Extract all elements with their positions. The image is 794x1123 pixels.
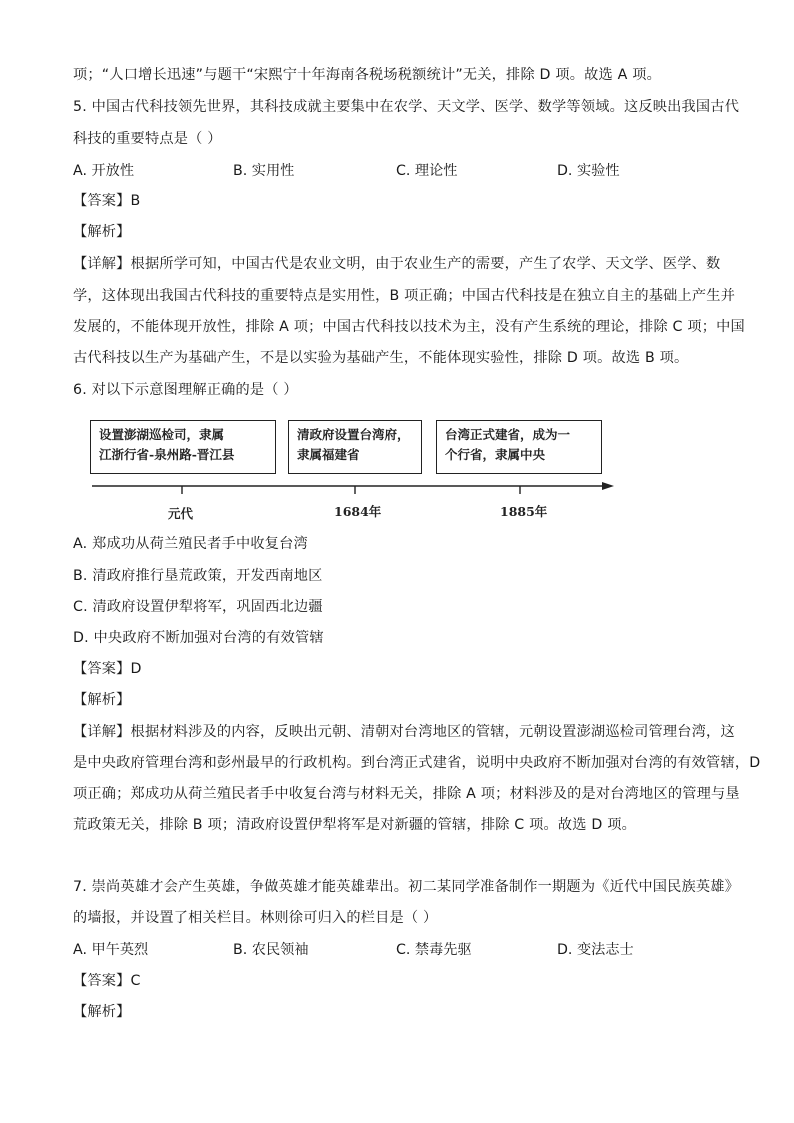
question-5-option-d: D. 实验性 <box>557 163 620 179</box>
question-5-stem-cont: 科技的重要特点是（ ） <box>73 131 222 147</box>
question-7-answer: 【答案】C <box>73 973 141 989</box>
question-6-option-a: A. 郑成功从荷兰殖民者手中收复台湾 <box>73 536 308 552</box>
question-6-option-c: C. 清政府设置伊犁将军，巩固西北边疆 <box>73 599 323 615</box>
timeline-box-text: 隶属福建省 <box>297 447 360 462</box>
question-5-analysis-heading: 【解析】 <box>73 224 131 240</box>
question-7-analysis-heading: 【解析】 <box>73 1004 131 1020</box>
timeline-box-text: 江浙行省-泉州路-晋江县 <box>99 447 235 462</box>
question-5-detail: 学，这体现出我国古代科技的重要特点是实用性，B 项正确；中国古代科技是在独立自主的基础上产生并 <box>73 288 736 304</box>
timeline-box-text: 台湾正式建省，成为一 <box>445 427 571 442</box>
timeline-label-1684: 1684年 <box>334 504 382 519</box>
question-6-detail: 是中央政府管理台湾和彭州最早的行政机构。到台湾正式建省，说明中央政府不断加强对台湾的有效管辖，D <box>73 755 761 771</box>
question-7-stem-cont: 的墙报，并设置了相关栏目。林则徐可归入的栏目是（ ） <box>73 910 438 926</box>
question-7-option-c: C. 禁毒先驱 <box>396 942 472 958</box>
question-5-answer: 【答案】B <box>73 193 141 209</box>
timeline-arrowhead <box>602 482 614 490</box>
timeline-label-1885: 1885年 <box>500 504 548 519</box>
question-5-option-a: A. 开放性 <box>73 163 135 179</box>
question-6-analysis-heading: 【解析】 <box>73 692 131 708</box>
question-7-option-a: A. 甲午英烈 <box>73 942 149 958</box>
timeline-label-yuan: 元代 <box>168 506 194 521</box>
timeline-box-text: 个行省，隶属中央 <box>445 447 546 462</box>
question-7-option-d: D. 变法志士 <box>557 942 634 958</box>
question-5-option-c: C. 理论性 <box>396 163 458 179</box>
question-7-stem: 7. 崇尚英雄才会产生英雄，争做英雄才能英雄辈出。初二某同学准备制作一期题为《近代中国民族英雄》 <box>73 879 740 895</box>
text-line: 项；“人口增长迅速”与题干“宋熙宁十年海南各税场税额统计”无关，排除 D 项。故选 A 项。 <box>73 67 662 83</box>
question-5-detail: 古代科技以生产为基础产生，不是以实验为基础产生，不能体现实验性，排除 D 项。故选 B 项。 <box>73 350 689 366</box>
question-5-option-b: B. 实用性 <box>233 163 295 179</box>
question-6-detail: 项正确；郑成功从荷兰殖民者手中收复台湾与材料无关，排除 A 项；材料涉及的是对台湾地区的管理与垦 <box>73 786 740 802</box>
question-6-detail: 荒政策无关，排除 B 项；清政府设置伊犁将军是对新疆的管辖，排除 C 项。故选 D 项。 <box>73 817 636 833</box>
question-6-stem: 6. 对以下示意图理解正确的是（ ） <box>73 382 298 398</box>
question-6-option-b: B. 清政府推行垦荒政策，开发西南地区 <box>73 568 323 584</box>
timeline-box-text: 清政府设置台湾府， <box>297 427 410 442</box>
question-6-detail: 【详解】根据材料涉及的内容，反映出元朝、清朝对台湾地区的管辖，元朝设置澎湖巡检司管理台湾，这 <box>73 724 735 740</box>
question-5-detail: 发展的，不能体现开放性，排除 A 项；中国古代科技以技术为主，没有产生系统的理论，排除 C 项；中国 <box>73 319 745 335</box>
question-5-detail: 【详解】根据所学可知，中国古代是农业文明，由于农业生产的需要，产生了农学、天文学、医学、数 <box>73 256 721 272</box>
question-6-option-d: D. 中央政府不断加强对台湾的有效管辖 <box>73 630 324 646</box>
timeline-diagram <box>88 416 628 522</box>
question-5-stem: 5. 中国古代科技领先世界，其科技成就主要集中在农学、天文学、医学、数学等领域。这反映出我国古代 <box>73 99 740 115</box>
question-7-option-b: B. 农民领袖 <box>233 942 309 958</box>
question-6-answer: 【答案】D <box>73 661 142 677</box>
timeline-box-text: 设置澎湖巡检司，隶属 <box>99 427 225 442</box>
